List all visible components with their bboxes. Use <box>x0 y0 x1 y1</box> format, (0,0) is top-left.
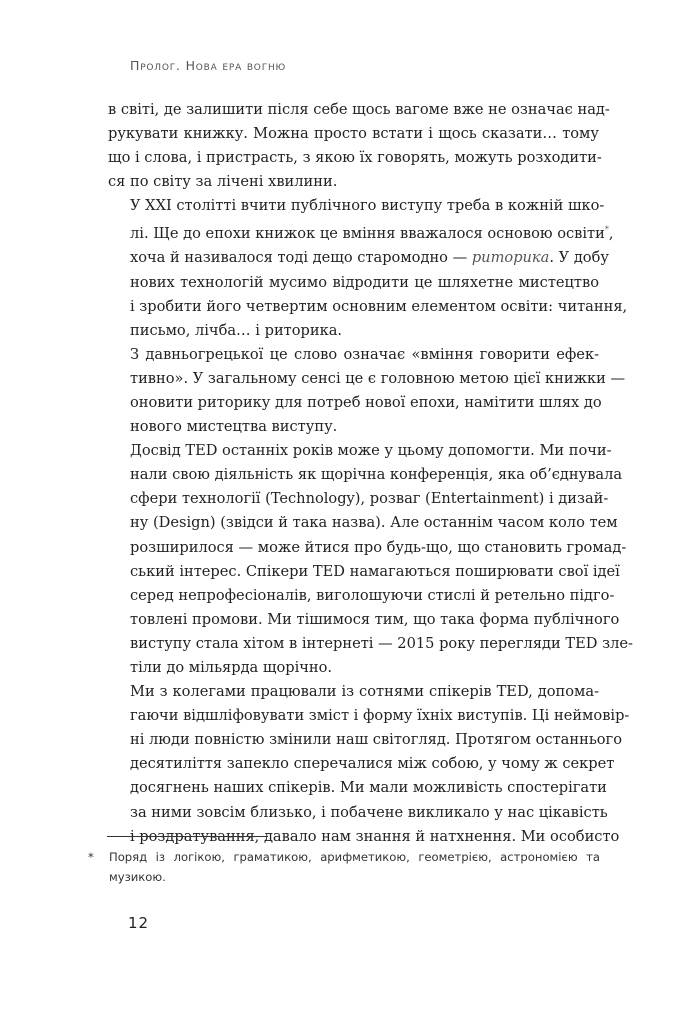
page-number: 12 <box>128 914 150 932</box>
footnote <box>88 847 600 887</box>
paragraph-1 <box>108 98 610 194</box>
text-line: нового мистецтва виступу. <box>130 418 338 436</box>
text-line: досягнень наших спікерів. Ми мали можливість спостерігати <box>130 779 607 797</box>
text-line: нових технологій мусимо відродити це шляхетне мистецтво <box>130 273 599 291</box>
text-line: Досвід TED останніх років може у цьому допомогти. Ми почи- <box>130 442 612 460</box>
body-text <box>108 98 633 849</box>
text-line <box>108 218 614 246</box>
paragraph-5 <box>108 680 630 849</box>
text-line: У XXI столітті вчити публічного виступу треба в кожній шко- <box>130 197 605 215</box>
text-line: товлені промови. Ми тішимося тим, що така форма публічного <box>130 610 620 628</box>
text-line: ський інтерес. Спікери TED намагаються поширювати свої ідеї <box>130 562 620 580</box>
italic-term: риторика <box>471 249 550 267</box>
text-line: і роздратування, давало нам знання й натхнення. Ми особисто <box>130 827 620 845</box>
footnote-text: Поряд із логікою, граматикою, арифметикою, геометрією, астрономією та музикою. <box>109 850 600 884</box>
text-line: і зробити його четвертим основним елементом освіти: читання, <box>130 297 628 315</box>
text-line: З давньогрецької це слово означає «вміння говорити ефек- <box>130 345 599 363</box>
text-line <box>108 246 609 270</box>
paragraph-4 <box>108 439 633 680</box>
text-line: десятиліття запекло сперечалися між собою, у чому ж секрет <box>130 755 615 773</box>
text-line: письмо, лічба… і риторика. <box>130 321 343 339</box>
text-run: лі. Ще до епохи книжок це вміння вважалося основою освіти <box>130 225 605 243</box>
running-head: Пролог. Нова ера вогню <box>130 58 287 73</box>
text-line: рукувати книжку. Можна просто встати і щось сказати… тому <box>108 125 599 143</box>
text-line: в світі, де залишити після себе щось вагоме вже не означає над- <box>108 101 610 118</box>
text-line: оновити риторику для потреб нової епохи, намітити шлях до <box>130 393 602 411</box>
text-line: за ними зовсім близько, і побачене викликало у нас цікавість <box>130 803 608 821</box>
footnote-mark: * <box>88 850 94 864</box>
text-line: ся по світу за лічені хвилини. <box>108 173 338 191</box>
text-line: що і слова, і пристрасть, з якою їх говорять, можуть розходити- <box>108 149 602 167</box>
paragraph-2 <box>108 194 628 342</box>
footnote-reference[interactable]: * <box>604 225 609 235</box>
text-run: . У добу <box>549 249 609 267</box>
paragraph-3 <box>108 343 626 439</box>
text-line: ні люди повністю змінили наш світогляд. Протягом останнього <box>130 731 622 749</box>
text-line: серед непрофесіоналів, виголошуючи стислі й ретельно підго- <box>130 586 615 604</box>
text-line: гаючи відшліфовувати зміст і форму їхніх виступів. Ці неймовір- <box>130 707 630 725</box>
text-line: нали свою діяльність як щорічна конференція, яка об’єднувала <box>130 466 623 484</box>
text-line: розширилося — може йтися про будь-що, що становить громад- <box>130 538 627 556</box>
footnote-separator <box>107 836 268 837</box>
text-line: виступу стала хітом в інтернеті — 2015 року перегляди TED зле- <box>130 634 633 652</box>
text-line: ну (Design) (звідси й така назва). Але останнім часом коло тем <box>130 514 618 532</box>
text-line: Ми з колегами працювали із сотнями спікерів TED, допома- <box>130 683 599 701</box>
text-line: сфери технології (Technology), розваг (Entertainment) і дизай- <box>130 490 609 508</box>
text-run: , <box>608 225 614 243</box>
text-run: хоча й називалося тоді дещо старомодно — <box>130 249 472 267</box>
text-line: тивно». У загальному сенсі це є головною метою цієї книжки — <box>130 369 626 387</box>
text-line: тіли до мільярда щорічно. <box>130 659 333 677</box>
